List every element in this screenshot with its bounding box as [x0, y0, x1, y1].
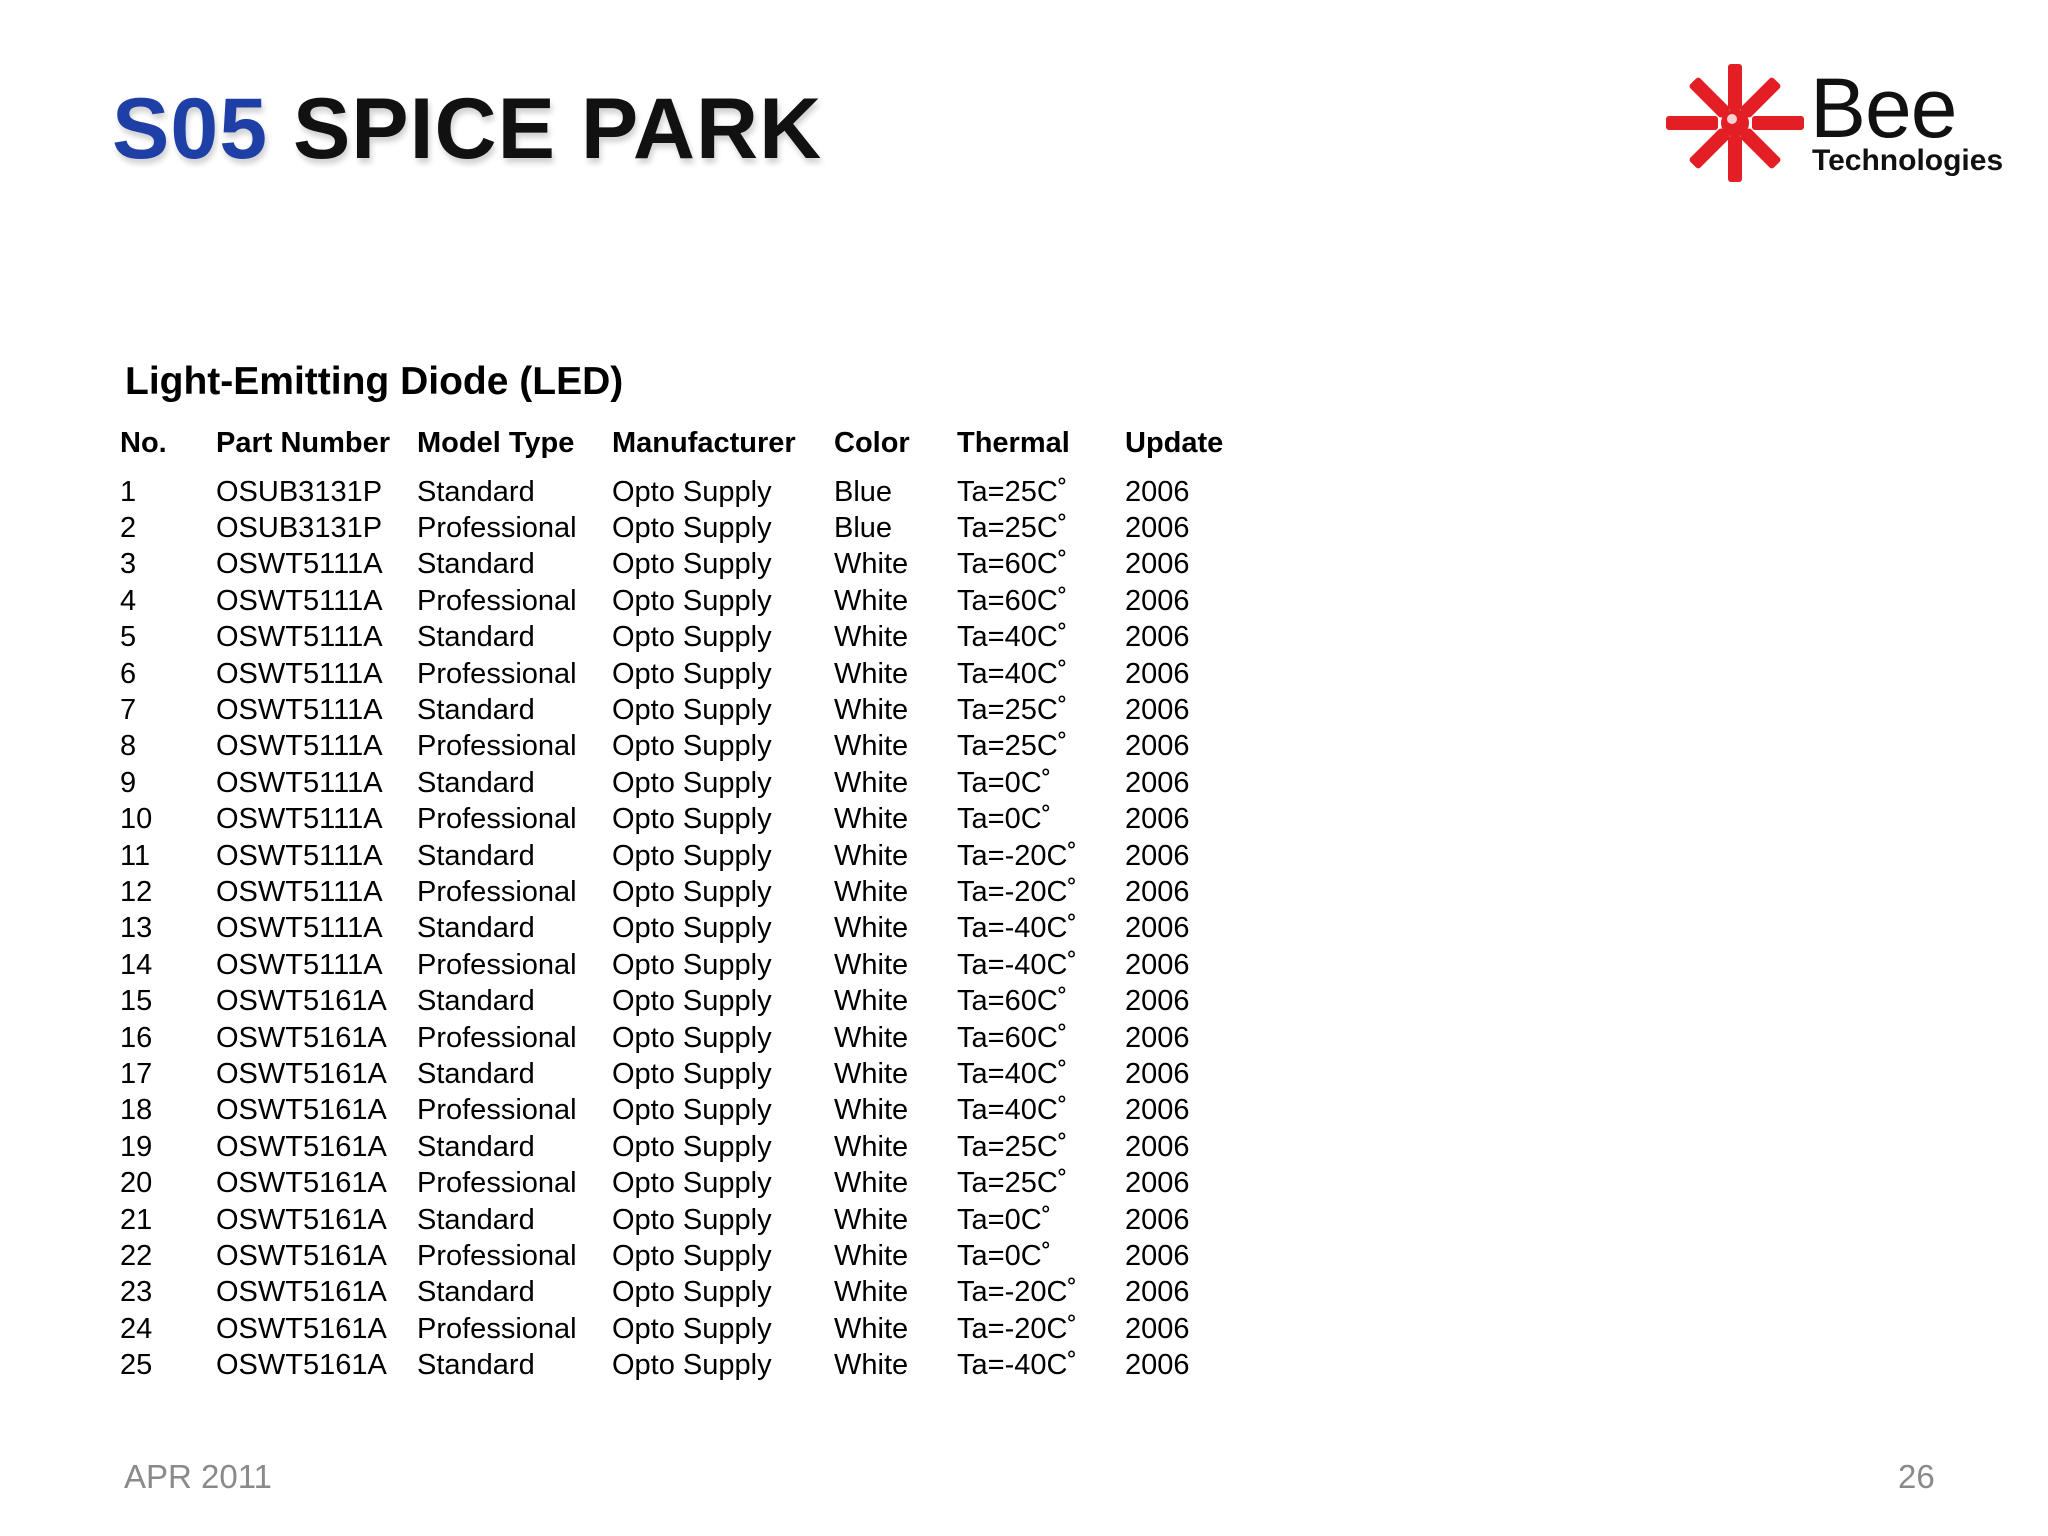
table-row: [120, 1020, 1245, 1056]
slide-title-text: SPICE PARK: [292, 81, 823, 177]
table-row: [120, 1275, 1245, 1311]
table-row: [120, 1093, 1245, 1129]
cell-thermal: Ta=-40C˚: [957, 948, 1078, 981]
cell-color: White: [834, 803, 909, 836]
col-header-color: Color: [834, 426, 910, 459]
cell-manufacturer: Opto Supply: [612, 948, 772, 981]
cell-color: White: [834, 875, 909, 908]
cell-manufacturer: Opto Supply: [612, 694, 772, 727]
cell-color: White: [834, 1239, 909, 1272]
cell-manufacturer: Opto Supply: [612, 1203, 772, 1236]
bee-star-icon: [1660, 58, 1810, 188]
cell-update: 2006: [1125, 1167, 1190, 1200]
col-header-thermal: Thermal: [957, 426, 1070, 459]
cell-model-type: Professional: [417, 584, 577, 617]
cell-color: White: [834, 1349, 909, 1382]
cell-update: 2006: [1125, 1276, 1190, 1309]
cell-model-type: Standard: [417, 839, 535, 872]
cell-color: White: [834, 1094, 909, 1127]
table-row: [120, 874, 1245, 910]
cell-thermal: Ta=-20C˚: [957, 1276, 1078, 1309]
cell-part-number: OSUB3131P: [216, 512, 383, 545]
cell-thermal: Ta=25C˚: [957, 475, 1068, 508]
cell-manufacturer: Opto Supply: [612, 766, 772, 799]
table-row: [120, 1311, 1245, 1347]
cell-model-type: Professional: [417, 803, 577, 836]
cell-part-number: OSWT5111A: [216, 803, 383, 836]
cell-update: 2006: [1125, 475, 1190, 508]
table-row: [120, 1238, 1245, 1274]
cell-update: 2006: [1125, 803, 1190, 836]
cell-manufacturer: Opto Supply: [612, 1349, 772, 1382]
table-spacer: [120, 466, 1245, 474]
cell-model-type: Standard: [417, 1349, 535, 1382]
bee-technologies-logo: [1660, 58, 2020, 198]
cell-no: 8: [120, 730, 137, 763]
cell-update: 2006: [1125, 1021, 1190, 1054]
cell-color: White: [834, 1203, 909, 1236]
cell-manufacturer: Opto Supply: [612, 1312, 772, 1345]
table-row: [120, 1056, 1245, 1092]
cell-model-type: Professional: [417, 730, 577, 763]
cell-manufacturer: Opto Supply: [612, 1167, 772, 1200]
cell-color: White: [834, 584, 909, 617]
table-row: [120, 692, 1245, 728]
cell-thermal: Ta=-20C˚: [957, 875, 1078, 908]
cell-no: 21: [120, 1203, 153, 1236]
cell-thermal: Ta=40C˚: [957, 657, 1068, 690]
logo-subtitle: Technologies: [1812, 144, 2004, 177]
table-header-row: [120, 420, 1245, 466]
cell-no: 16: [120, 1021, 153, 1054]
cell-manufacturer: Opto Supply: [612, 1094, 772, 1127]
cell-no: 15: [120, 985, 153, 1018]
cell-color: White: [834, 839, 909, 872]
cell-manufacturer: Opto Supply: [612, 730, 772, 763]
cell-no: 18: [120, 1094, 153, 1127]
cell-manufacturer: Opto Supply: [612, 875, 772, 908]
cell-thermal: Ta=40C˚: [957, 1057, 1068, 1090]
led-model-table: [120, 420, 1245, 1384]
cell-manufacturer: Opto Supply: [612, 548, 772, 581]
cell-manufacturer: Opto Supply: [612, 1057, 772, 1090]
col-header-manufacturer: Manufacturer: [612, 426, 796, 459]
cell-no: 3: [120, 548, 137, 581]
table-row: [120, 547, 1245, 583]
table-row: [120, 1165, 1245, 1201]
cell-thermal: Ta=-40C˚: [957, 912, 1078, 945]
cell-update: 2006: [1125, 1057, 1190, 1090]
col-header-part-number: Part Number: [216, 426, 391, 459]
cell-thermal: Ta=-20C˚: [957, 1312, 1078, 1345]
cell-update: 2006: [1125, 730, 1190, 763]
cell-model-type: Professional: [417, 657, 577, 690]
cell-update: 2006: [1125, 839, 1190, 872]
cell-update: 2006: [1125, 1203, 1190, 1236]
cell-no: 25: [120, 1349, 153, 1382]
cell-manufacturer: Opto Supply: [612, 657, 772, 690]
cell-model-type: Professional: [417, 512, 577, 545]
cell-color: White: [834, 1057, 909, 1090]
cell-model-type: Standard: [417, 1203, 535, 1236]
cell-no: 13: [120, 912, 153, 945]
cell-part-number: OSWT5111A: [216, 912, 383, 945]
table-row: [120, 729, 1245, 765]
cell-part-number: OSWT5111A: [216, 766, 383, 799]
cell-part-number: OSWT5161A: [216, 1021, 387, 1054]
cell-manufacturer: Opto Supply: [612, 512, 772, 545]
cell-thermal: Ta=0C˚: [957, 1203, 1052, 1236]
cell-no: 12: [120, 875, 153, 908]
cell-manufacturer: Opto Supply: [612, 621, 772, 654]
slide-title: [112, 81, 823, 177]
cell-color: White: [834, 621, 909, 654]
table-row: [120, 1347, 1245, 1383]
cell-model-type: Standard: [417, 548, 535, 581]
table-row: [120, 983, 1245, 1019]
cell-thermal: Ta=60C˚: [957, 584, 1068, 617]
cell-update: 2006: [1125, 875, 1190, 908]
cell-no: 7: [120, 694, 137, 727]
cell-manufacturer: Opto Supply: [612, 912, 772, 945]
cell-part-number: OSWT5111A: [216, 694, 383, 727]
cell-part-number: OSWT5161A: [216, 1094, 387, 1127]
cell-part-number: OSWT5161A: [216, 1349, 387, 1382]
cell-thermal: Ta=60C˚: [957, 1021, 1068, 1054]
cell-model-type: Standard: [417, 766, 535, 799]
cell-update: 2006: [1125, 1349, 1190, 1382]
cell-thermal: Ta=40C˚: [957, 1094, 1068, 1127]
table-row: [120, 1129, 1245, 1165]
cell-color: White: [834, 766, 909, 799]
cell-update: 2006: [1125, 694, 1190, 727]
col-header-no: No.: [120, 426, 167, 459]
cell-manufacturer: Opto Supply: [612, 985, 772, 1018]
col-header-update: Update: [1125, 426, 1224, 459]
cell-thermal: Ta=60C˚: [957, 985, 1068, 1018]
cell-part-number: OSWT5161A: [216, 1203, 387, 1236]
cell-model-type: Standard: [417, 694, 535, 727]
cell-color: White: [834, 948, 909, 981]
cell-manufacturer: Opto Supply: [612, 1276, 772, 1309]
cell-color: Blue: [834, 475, 893, 508]
cell-model-type: Professional: [417, 948, 577, 981]
cell-color: White: [834, 694, 909, 727]
cell-color: White: [834, 1312, 909, 1345]
table-row: [120, 583, 1245, 619]
cell-model-type: Professional: [417, 1239, 577, 1272]
cell-thermal: Ta=25C˚: [957, 730, 1068, 763]
cell-update: 2006: [1125, 912, 1190, 945]
cell-model-type: Professional: [417, 1094, 577, 1127]
table-row: [120, 1202, 1245, 1238]
cell-update: 2006: [1125, 621, 1190, 654]
cell-no: 10: [120, 803, 153, 836]
cell-no: 9: [120, 766, 137, 799]
cell-part-number: OSWT5161A: [216, 1130, 387, 1163]
cell-manufacturer: Opto Supply: [612, 803, 772, 836]
cell-no: 1: [120, 475, 137, 508]
cell-model-type: Standard: [417, 912, 535, 945]
cell-manufacturer: Opto Supply: [612, 584, 772, 617]
cell-no: 20: [120, 1167, 153, 1200]
cell-model-type: Standard: [417, 1130, 535, 1163]
cell-color: Blue: [834, 512, 893, 545]
table-row: [120, 765, 1245, 801]
cell-thermal: Ta=0C˚: [957, 766, 1052, 799]
cell-thermal: Ta=0C˚: [957, 803, 1052, 836]
table-body: [120, 466, 1245, 1384]
cell-color: White: [834, 1167, 909, 1200]
cell-part-number: OSWT5111A: [216, 548, 383, 581]
cell-update: 2006: [1125, 512, 1190, 545]
cell-model-type: Professional: [417, 1312, 577, 1345]
cell-update: 2006: [1125, 985, 1190, 1018]
cell-no: 17: [120, 1057, 153, 1090]
cell-update: 2006: [1125, 548, 1190, 581]
cell-part-number: OSWT5111A: [216, 875, 383, 908]
cell-part-number: OSWT5111A: [216, 621, 383, 654]
cell-part-number: OSWT5161A: [216, 1239, 387, 1272]
cell-model-type: Standard: [417, 1276, 535, 1309]
cell-update: 2006: [1125, 1094, 1190, 1127]
cell-update: 2006: [1125, 657, 1190, 690]
cell-color: White: [834, 1021, 909, 1054]
cell-model-type: Standard: [417, 475, 535, 508]
cell-model-type: Standard: [417, 1057, 535, 1090]
cell-update: 2006: [1125, 1130, 1190, 1163]
cell-thermal: Ta=25C˚: [957, 694, 1068, 727]
cell-part-number: OSWT5111A: [216, 730, 383, 763]
cell-manufacturer: Opto Supply: [612, 839, 772, 872]
cell-manufacturer: Opto Supply: [612, 475, 772, 508]
cell-thermal: Ta=25C˚: [957, 512, 1068, 545]
cell-no: 4: [120, 584, 137, 617]
cell-model-type: Standard: [417, 985, 535, 1018]
cell-part-number: OSWT5161A: [216, 1057, 387, 1090]
page-number: 26: [1898, 1458, 1935, 1495]
logo-wordmark: Bee: [1810, 61, 1957, 155]
table-row: [120, 656, 1245, 692]
cell-no: 11: [120, 839, 151, 872]
cell-no: 14: [120, 948, 153, 981]
cell-thermal: Ta=0C˚: [957, 1239, 1052, 1272]
cell-model-type: Professional: [417, 1167, 577, 1200]
cell-update: 2006: [1125, 948, 1190, 981]
cell-color: White: [834, 1130, 909, 1163]
cell-no: 23: [120, 1276, 153, 1309]
cell-color: White: [834, 985, 909, 1018]
footer-date: APR 2011: [124, 1458, 272, 1495]
cell-part-number: OSWT5161A: [216, 1312, 387, 1345]
cell-thermal: Ta=-40C˚: [957, 1349, 1078, 1382]
cell-manufacturer: Opto Supply: [612, 1130, 772, 1163]
cell-part-number: OSWT5111A: [216, 948, 383, 981]
cell-no: 22: [120, 1239, 153, 1272]
cell-update: 2006: [1125, 1239, 1190, 1272]
cell-color: White: [834, 548, 909, 581]
cell-thermal: Ta=25C˚: [957, 1167, 1068, 1200]
slide-title-code: S05: [112, 81, 269, 177]
cell-part-number: OSWT5111A: [216, 584, 383, 617]
cell-no: 6: [120, 657, 137, 690]
table-row: [120, 620, 1245, 656]
cell-update: 2006: [1125, 584, 1190, 617]
cell-no: 24: [120, 1312, 153, 1345]
cell-thermal: Ta=40C˚: [957, 621, 1068, 654]
cell-manufacturer: Opto Supply: [612, 1021, 772, 1054]
cell-color: White: [834, 912, 909, 945]
cell-part-number: OSWT5111A: [216, 839, 383, 872]
section-title: Light-Emitting Diode (LED): [125, 360, 624, 403]
cell-thermal: Ta=25C˚: [957, 1130, 1068, 1163]
cell-part-number: OSWT5111A: [216, 657, 383, 690]
cell-update: 2006: [1125, 1312, 1190, 1345]
cell-part-number: OSWT5161A: [216, 1167, 387, 1200]
cell-update: 2006: [1125, 766, 1190, 799]
cell-model-type: Professional: [417, 875, 577, 908]
table-row: [120, 838, 1245, 874]
cell-no: 5: [120, 621, 137, 654]
cell-part-number: OSWT5161A: [216, 1276, 387, 1309]
cell-color: White: [834, 657, 909, 690]
cell-model-type: Standard: [417, 621, 535, 654]
col-header-model-type: Model Type: [417, 426, 575, 459]
cell-manufacturer: Opto Supply: [612, 1239, 772, 1272]
table-row: [120, 947, 1245, 983]
cell-color: White: [834, 730, 909, 763]
cell-no: 2: [120, 512, 137, 545]
cell-thermal: Ta=-20C˚: [957, 839, 1078, 872]
cell-no: 19: [120, 1130, 153, 1163]
table-row: [120, 510, 1245, 546]
table-row: [120, 474, 1245, 510]
cell-model-type: Professional: [417, 1021, 577, 1054]
cell-thermal: Ta=60C˚: [957, 548, 1068, 581]
table-row: [120, 802, 1245, 838]
cell-color: White: [834, 1276, 909, 1309]
table-row: [120, 911, 1245, 947]
cell-part-number: OSWT5161A: [216, 985, 387, 1018]
cell-part-number: OSUB3131P: [216, 475, 383, 508]
